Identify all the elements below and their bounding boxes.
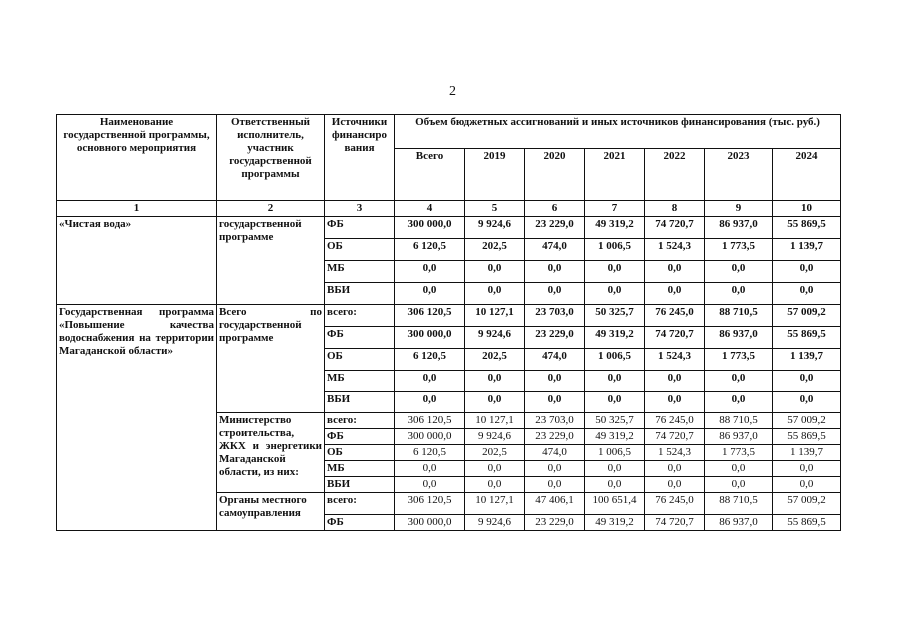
value-cell: 0,0 bbox=[773, 371, 841, 392]
value-cell: 50 325,7 bbox=[585, 413, 645, 429]
value-cell: 1 006,5 bbox=[585, 445, 645, 461]
value-cell: 23 229,0 bbox=[525, 515, 585, 531]
source-cell: МБ bbox=[325, 261, 395, 283]
value-cell: 9 924,6 bbox=[465, 515, 525, 531]
value-cell: 23 703,0 bbox=[525, 305, 585, 327]
value-cell: 0,0 bbox=[395, 392, 465, 413]
column-number: 2 bbox=[217, 201, 325, 217]
value-cell: 86 937,0 bbox=[705, 515, 773, 531]
value-cell: 0,0 bbox=[773, 461, 841, 477]
value-cell: 49 319,2 bbox=[585, 515, 645, 531]
header-program-name: Наименование государственной программы, основного мероприятия bbox=[57, 115, 217, 201]
value-cell: 0,0 bbox=[645, 392, 705, 413]
value-cell: 0,0 bbox=[773, 392, 841, 413]
value-cell: 9 924,6 bbox=[465, 327, 525, 349]
value-cell: 47 406,1 bbox=[525, 493, 585, 515]
value-cell: 76 245,0 bbox=[645, 305, 705, 327]
value-cell: 0,0 bbox=[465, 392, 525, 413]
value-cell: 10 127,1 bbox=[465, 305, 525, 327]
value-cell: 1 139,7 bbox=[773, 239, 841, 261]
value-cell: 300 000,0 bbox=[395, 515, 465, 531]
executor-cell: государственной программе bbox=[217, 217, 325, 305]
value-cell: 0,0 bbox=[525, 371, 585, 392]
value-cell: 0,0 bbox=[395, 477, 465, 493]
source-cell: МБ bbox=[325, 371, 395, 392]
value-cell: 306 120,5 bbox=[395, 493, 465, 515]
value-cell: 55 869,5 bbox=[773, 327, 841, 349]
value-cell: 86 937,0 bbox=[705, 429, 773, 445]
value-cell: 0,0 bbox=[645, 371, 705, 392]
value-cell: 0,0 bbox=[705, 371, 773, 392]
value-cell: 23 703,0 bbox=[525, 413, 585, 429]
value-cell: 74 720,7 bbox=[645, 327, 705, 349]
header-sources: Источники финансиро вания bbox=[325, 115, 395, 201]
value-cell: 55 869,5 bbox=[773, 515, 841, 531]
value-cell: 50 325,7 bbox=[585, 305, 645, 327]
source-cell: ВБИ bbox=[325, 283, 395, 305]
value-cell: 474,0 bbox=[525, 349, 585, 371]
value-cell: 0,0 bbox=[395, 371, 465, 392]
value-cell: 0,0 bbox=[585, 283, 645, 305]
value-cell: 55 869,5 bbox=[773, 429, 841, 445]
value-cell: 23 229,0 bbox=[525, 217, 585, 239]
source-cell: ФБ bbox=[325, 327, 395, 349]
value-cell: 1 773,5 bbox=[705, 349, 773, 371]
header-year: 2024 bbox=[773, 149, 841, 201]
source-cell: ФБ bbox=[325, 217, 395, 239]
value-cell: 0,0 bbox=[395, 283, 465, 305]
value-cell: 1 773,5 bbox=[705, 445, 773, 461]
value-cell: 0,0 bbox=[395, 461, 465, 477]
value-cell: 10 127,1 bbox=[465, 493, 525, 515]
value-cell: 86 937,0 bbox=[705, 217, 773, 239]
value-cell: 1 524,3 bbox=[645, 239, 705, 261]
header-budget-volume: Объем бюджетных ассигнований и иных источников финансирования (тыс. руб.) bbox=[395, 115, 841, 149]
value-cell: 0,0 bbox=[585, 261, 645, 283]
value-cell: 55 869,5 bbox=[773, 217, 841, 239]
header-year: 2019 bbox=[465, 149, 525, 201]
value-cell: 1 139,7 bbox=[773, 445, 841, 461]
value-cell: 300 000,0 bbox=[395, 327, 465, 349]
value-cell: 0,0 bbox=[525, 477, 585, 493]
value-cell: 474,0 bbox=[525, 445, 585, 461]
column-number: 7 bbox=[585, 201, 645, 217]
source-cell: МБ bbox=[325, 461, 395, 477]
value-cell: 57 009,2 bbox=[773, 305, 841, 327]
column-numbers-row bbox=[57, 201, 841, 217]
value-cell: 0,0 bbox=[465, 261, 525, 283]
value-cell: 0,0 bbox=[585, 461, 645, 477]
value-cell: 86 937,0 bbox=[705, 327, 773, 349]
value-cell: 0,0 bbox=[645, 461, 705, 477]
value-cell: 0,0 bbox=[525, 461, 585, 477]
column-number: 9 bbox=[705, 201, 773, 217]
value-cell: 49 319,2 bbox=[585, 327, 645, 349]
column-number: 4 bbox=[395, 201, 465, 217]
source-cell: ОБ bbox=[325, 445, 395, 461]
value-cell: 0,0 bbox=[645, 261, 705, 283]
value-cell: 0,0 bbox=[705, 477, 773, 493]
column-number: 5 bbox=[465, 201, 525, 217]
value-cell: 100 651,4 bbox=[585, 493, 645, 515]
value-cell: 0,0 bbox=[705, 392, 773, 413]
value-cell: 1 524,3 bbox=[645, 445, 705, 461]
value-cell: 23 229,0 bbox=[525, 429, 585, 445]
column-number: 10 bbox=[773, 201, 841, 217]
executor-cell: Министерство строительства, ЖКХ и энергетики Магаданской области, из них: bbox=[217, 413, 325, 493]
value-cell: 474,0 bbox=[525, 239, 585, 261]
value-cell: 202,5 bbox=[465, 349, 525, 371]
value-cell: 1 773,5 bbox=[705, 239, 773, 261]
value-cell: 49 319,2 bbox=[585, 217, 645, 239]
value-cell: 9 924,6 bbox=[465, 429, 525, 445]
header-year: Всего bbox=[395, 149, 465, 201]
value-cell: 6 120,5 bbox=[395, 445, 465, 461]
value-cell: 0,0 bbox=[773, 283, 841, 305]
value-cell: 0,0 bbox=[525, 392, 585, 413]
value-cell: 74 720,7 bbox=[645, 429, 705, 445]
value-cell: 300 000,0 bbox=[395, 429, 465, 445]
table-row bbox=[57, 305, 841, 327]
value-cell: 300 000,0 bbox=[395, 217, 465, 239]
value-cell: 57 009,2 bbox=[773, 493, 841, 515]
source-cell: всего: bbox=[325, 493, 395, 515]
value-cell: 76 245,0 bbox=[645, 493, 705, 515]
value-cell: 0,0 bbox=[465, 371, 525, 392]
value-cell: 0,0 bbox=[645, 283, 705, 305]
value-cell: 0,0 bbox=[585, 477, 645, 493]
header-executor: Ответственный исполнитель, участник государственной программы bbox=[217, 115, 325, 201]
source-cell: ФБ bbox=[325, 429, 395, 445]
value-cell: 9 924,6 bbox=[465, 217, 525, 239]
column-number: 1 bbox=[57, 201, 217, 217]
value-cell: 0,0 bbox=[465, 283, 525, 305]
value-cell: 0,0 bbox=[395, 261, 465, 283]
budget-table bbox=[56, 114, 841, 531]
source-cell: всего: bbox=[325, 305, 395, 327]
value-cell: 0,0 bbox=[705, 261, 773, 283]
source-cell: ФБ bbox=[325, 515, 395, 531]
page-number: 2 bbox=[449, 84, 456, 99]
value-cell: 202,5 bbox=[465, 445, 525, 461]
value-cell: 0,0 bbox=[525, 283, 585, 305]
executor-cell: Всего по государственной программе bbox=[217, 305, 325, 413]
source-cell: ВБИ bbox=[325, 477, 395, 493]
program-name-cell: «Чистая вода» bbox=[57, 217, 217, 305]
value-cell: 0,0 bbox=[585, 371, 645, 392]
value-cell: 57 009,2 bbox=[773, 413, 841, 429]
value-cell: 0,0 bbox=[585, 392, 645, 413]
column-number: 8 bbox=[645, 201, 705, 217]
value-cell: 88 710,5 bbox=[705, 305, 773, 327]
value-cell: 10 127,1 bbox=[465, 413, 525, 429]
value-cell: 49 319,2 bbox=[585, 429, 645, 445]
value-cell: 74 720,7 bbox=[645, 217, 705, 239]
value-cell: 0,0 bbox=[705, 283, 773, 305]
value-cell: 1 006,5 bbox=[585, 349, 645, 371]
value-cell: 1 006,5 bbox=[585, 239, 645, 261]
value-cell: 306 120,5 bbox=[395, 413, 465, 429]
header-year: 2020 bbox=[525, 149, 585, 201]
value-cell: 0,0 bbox=[705, 461, 773, 477]
value-cell: 306 120,5 bbox=[395, 305, 465, 327]
column-number: 3 bbox=[325, 201, 395, 217]
header-year: 2022 bbox=[645, 149, 705, 201]
value-cell: 0,0 bbox=[525, 261, 585, 283]
column-number: 6 bbox=[525, 201, 585, 217]
value-cell: 1 524,3 bbox=[645, 349, 705, 371]
source-cell: ВБИ bbox=[325, 392, 395, 413]
program-name-cell: Государственная программа «Повышение качества водоснабжения на территории Магаданской области» bbox=[57, 305, 217, 531]
source-cell: всего: bbox=[325, 413, 395, 429]
value-cell: 88 710,5 bbox=[705, 413, 773, 429]
value-cell: 202,5 bbox=[465, 239, 525, 261]
value-cell: 0,0 bbox=[773, 477, 841, 493]
executor-cell: Органы местного самоуправления bbox=[217, 493, 325, 531]
value-cell: 6 120,5 bbox=[395, 239, 465, 261]
value-cell: 88 710,5 bbox=[705, 493, 773, 515]
source-cell: ОБ bbox=[325, 349, 395, 371]
value-cell: 74 720,7 bbox=[645, 515, 705, 531]
value-cell: 76 245,0 bbox=[645, 413, 705, 429]
table-row bbox=[57, 217, 841, 239]
value-cell: 6 120,5 bbox=[395, 349, 465, 371]
value-cell: 0,0 bbox=[465, 477, 525, 493]
value-cell: 0,0 bbox=[465, 461, 525, 477]
value-cell: 1 139,7 bbox=[773, 349, 841, 371]
header-row bbox=[57, 115, 841, 149]
value-cell: 0,0 bbox=[773, 261, 841, 283]
value-cell: 23 229,0 bbox=[525, 327, 585, 349]
source-cell: ОБ bbox=[325, 239, 395, 261]
header-year: 2023 bbox=[705, 149, 773, 201]
value-cell: 0,0 bbox=[645, 477, 705, 493]
header-year: 2021 bbox=[585, 149, 645, 201]
